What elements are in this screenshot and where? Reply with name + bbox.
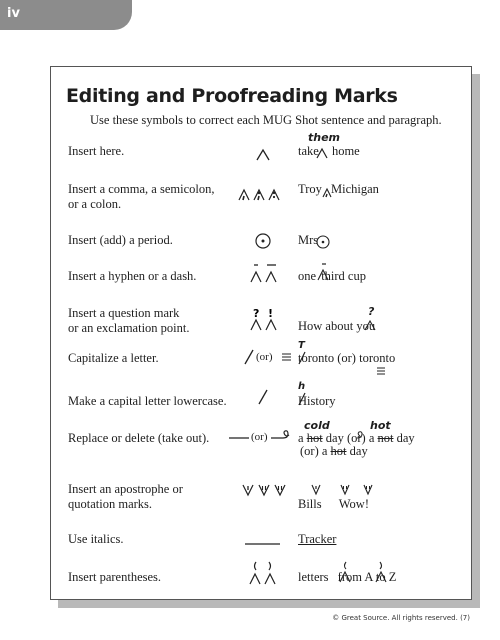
- caret-icon: [316, 147, 330, 159]
- apostrophe-quote-marks-icon: [242, 482, 298, 498]
- row-insert-hyphen: [0, 262, 500, 302]
- row-example: Troy Michigan: [298, 182, 379, 196]
- parentheses-marks-icon: [336, 560, 396, 584]
- row-example: a hot day (or) a not day: [298, 431, 415, 445]
- row-insert-here: [0, 131, 500, 178]
- period-mark-icon: [316, 234, 332, 250]
- row-capitalize: [0, 340, 500, 384]
- strike-line-icon: [228, 436, 250, 440]
- handwritten-insert: ?: [368, 305, 375, 318]
- row-example: letters from A to Z: [298, 570, 397, 584]
- svg-text:!: !: [268, 307, 274, 320]
- handwritten-insert: hot: [370, 419, 391, 432]
- row-example: toronto (or) toronto: [298, 351, 396, 365]
- row-label: Insert a hyphen or a dash.: [68, 269, 197, 283]
- row-label: Insert here.: [68, 144, 125, 158]
- row-example: Bills Wow!: [298, 497, 369, 511]
- row-example: History: [298, 394, 336, 408]
- row-label: Insert (add) a period.: [68, 233, 173, 247]
- row-example: take home: [298, 144, 360, 158]
- caret-icon: [322, 186, 334, 198]
- caret-icon: [255, 148, 275, 162]
- parentheses-marks-icon: [248, 560, 278, 586]
- row-example: How about you: [298, 319, 376, 333]
- row-label: Insert a question mark or an exclamation point.: [68, 306, 190, 335]
- row-insert-question: [0, 306, 500, 346]
- handwritten-insert: T: [298, 340, 305, 351]
- row-label: Replace or delete (take out).: [68, 431, 210, 445]
- question-exclamation-marks-icon: [249, 306, 279, 332]
- copyright-footer: © Great Source. All rights reserved. (7): [332, 614, 470, 622]
- triple-underline-icon: [281, 352, 293, 362]
- slash-mark-icon: [242, 348, 256, 366]
- row-insert-parentheses: [0, 560, 500, 600]
- period-mark-icon: [254, 232, 272, 250]
- handwritten-insert: them: [308, 131, 341, 144]
- row-label: Insert an apostrophe or quotation marks.: [68, 482, 183, 511]
- comma-semicolon-colon-marks-icon: [238, 184, 288, 204]
- or-text: (or): [256, 351, 273, 363]
- row-label: Make a capital letter lowercase.: [68, 394, 227, 408]
- triple-underline-icon: [376, 366, 388, 376]
- row-insert-comma: [0, 180, 500, 220]
- row-label: Use italics.: [68, 532, 124, 546]
- row-label: Capitalize a letter.: [68, 351, 159, 365]
- handwritten-insert: h: [298, 381, 306, 392]
- svg-text:?: ?: [253, 307, 260, 320]
- intro-text: Use these symbols to correct each MUG Shot sentence and paragraph.: [90, 113, 442, 127]
- row-label: Insert a comma, a semicolon, or a colon.: [68, 182, 215, 211]
- row-lowercase: [0, 381, 500, 424]
- row-replace-delete: [0, 419, 500, 464]
- delete-mark-icon: [356, 430, 370, 444]
- row-example: one third cup: [298, 269, 366, 283]
- caret-icon: [317, 262, 331, 282]
- page-title: Editing and Proofreading Marks: [66, 85, 398, 107]
- row-label: Insert parentheses.: [68, 570, 162, 584]
- underline-mark-icon: [244, 542, 282, 546]
- caret-icon: [364, 318, 378, 332]
- row-example: Tracker: [298, 532, 337, 546]
- page-number-tab: [0, 0, 132, 30]
- page-number: iv: [7, 6, 20, 21]
- row-example-alt: (or) a hot day: [300, 444, 368, 458]
- delete-mark-icon: [270, 428, 292, 442]
- row-insert-apostrophe: [0, 480, 500, 520]
- row-example: Mrs: [298, 233, 319, 247]
- slash-mark-icon: [256, 388, 270, 406]
- apostrophe-quote-marks-icon: [311, 482, 377, 498]
- handwritten-insert: cold: [304, 419, 330, 432]
- or-text: (or): [251, 431, 268, 443]
- hyphen-dash-marks-icon: [249, 262, 279, 284]
